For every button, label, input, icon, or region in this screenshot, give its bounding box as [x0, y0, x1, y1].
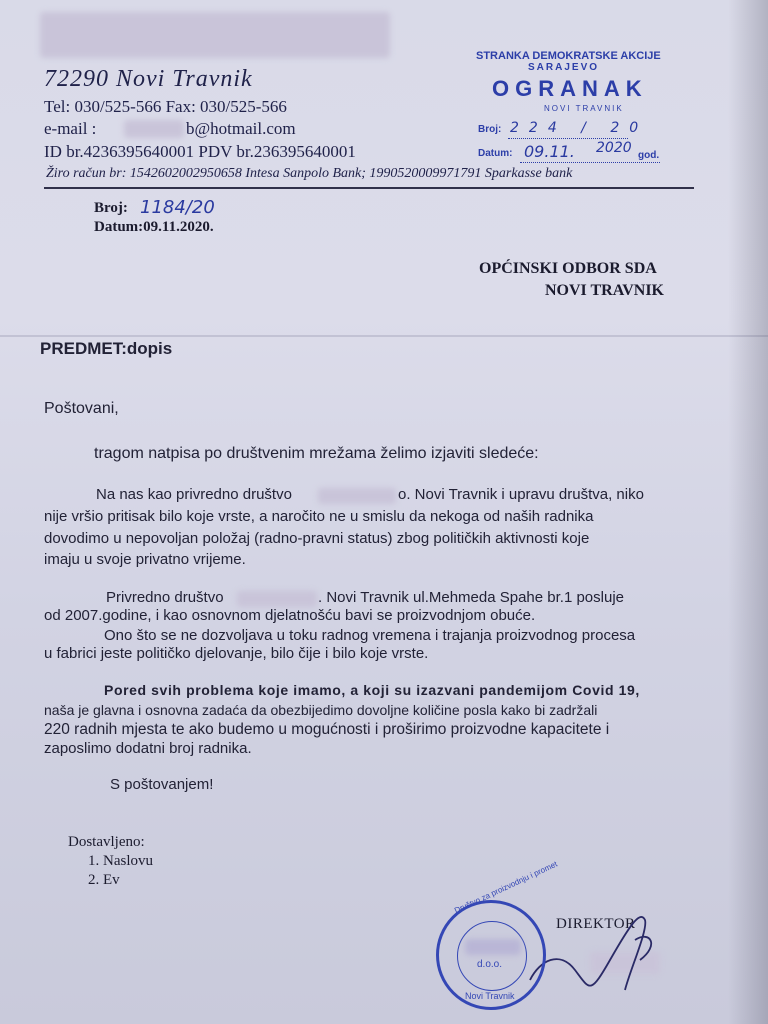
- stamp-broj-value: 224 / 20: [510, 120, 649, 136]
- round-stamp-bottom-text: Novi Travnik: [465, 991, 515, 1001]
- stamp-god-label: god.: [638, 150, 660, 161]
- header-email: b@hotmail.com: [186, 119, 296, 138]
- redacted-company-name: [40, 12, 390, 58]
- p1-line-1b: o. Novi Travnik i upravu društva, niko: [398, 486, 644, 503]
- stamp-ogranak: OGRANAK: [492, 76, 648, 101]
- header-divider: [44, 187, 694, 189]
- header-id-pdv: ID br.4236395640001 PDV br.236395640001: [44, 142, 356, 161]
- intro-line: tragom natpisa po društvenim mrežama želimo izjaviti sledeće:: [94, 445, 539, 462]
- p1-line-1a: Na nas kao privredno društvo: [96, 486, 292, 503]
- round-stamp-inner-ring: [457, 921, 527, 991]
- p2-line-2: od 2007.godine, i kao osnovnom djelatnošću bavi se proizvodnjom obuće.: [44, 607, 536, 624]
- ref-broj-label: Broj:: [94, 200, 128, 216]
- paper-edge-shadow: [728, 0, 768, 1024]
- recipient-line-2: NOVI TRAVNIK: [545, 282, 664, 299]
- greeting: Poštovani,: [44, 400, 119, 417]
- stamp-datum-dotted-line: [520, 162, 660, 164]
- p2-line-1b: . Novi Travnik ul.Mehmeda Spahe br.1 posluje: [318, 589, 624, 606]
- stamp-broj-dotted-line: [508, 138, 628, 140]
- distribution-item-1: 1. Naslovu: [88, 853, 153, 869]
- redacted-company-2: [237, 591, 317, 607]
- round-stamp-center-text: d.o.o.: [477, 959, 503, 970]
- p4-line-4: zaposlimo dodatni broj radnika.: [44, 740, 252, 757]
- p4-line-3: 220 radnih mjesta te ako budemo u mogućnosti i proširimo proizvodne kapacitete i: [44, 721, 610, 738]
- ref-datum: Datum:09.11.2020.: [94, 219, 214, 235]
- subject-line: PREDMET:dopis: [40, 339, 173, 358]
- stamp-datum-value: 09.11.: [524, 142, 575, 161]
- p1-line-3: dovodimo u nepovoljan položaj (radno-pravni status) zbog političkih aktivnosti koje: [44, 530, 590, 547]
- p2-line-1a: Privredno društvo: [106, 589, 224, 606]
- stamp-datum-year: 2020: [596, 140, 632, 156]
- stamp-datum-label: Datum:: [478, 148, 513, 159]
- redacted-stamp-company: [465, 939, 521, 955]
- header-bank-accounts: Žiro račun br: 1542602002950658 Intesa Sanpolo Bank; 1990520009971791 Sparkasse bank: [46, 166, 573, 181]
- ref-broj-value: 1184/20: [140, 197, 215, 218]
- redacted-company-1: [318, 488, 396, 504]
- closing: S poštovanjem!: [110, 776, 214, 793]
- header-city-line: 72290 Novi Travnik: [44, 66, 253, 92]
- stamp-party-name: STRANKA DEMOKRATSKE AKCIJE: [476, 50, 661, 62]
- p1-line-2: nije vršio pritisak bilo koje vrste, a naročito ne u smislu da nekoga od naših radnika: [44, 508, 594, 525]
- p3-line-2: u fabrici jeste političko djelovanje, bilo čije i bilo koje vrste.: [44, 645, 429, 662]
- party-stamp: [470, 50, 690, 170]
- p1-line-4: imaju u svoje privatno vrijeme.: [44, 551, 246, 568]
- distribution-item-2: 2. Ev: [88, 872, 120, 888]
- recipient-line-1: OPĆINSKI ODBOR SDA: [479, 260, 657, 277]
- redacted-email: [124, 120, 184, 138]
- round-stamp-ring-text: Društvo za proizvodnju i promet: [453, 859, 559, 916]
- stamp-broj-label: Broj:: [478, 124, 502, 135]
- stamp-branch-city: NOVI TRAVNIK: [544, 104, 624, 113]
- paper-fold-line: [0, 335, 768, 337]
- director-title: DIREKTOR: [556, 916, 636, 932]
- stamp-city: SARAJEVO: [528, 62, 600, 73]
- p3-line-1: Ono što se ne dozvoljava u toku radnog vremena i trajanja proizvodnog procesa: [104, 627, 636, 644]
- p4-line-1: Pored svih problema koje imamo, a koji su izazvani pandemijom Covid 19,: [104, 682, 640, 698]
- header-email-label: e-mail :: [44, 119, 97, 138]
- distribution-label: Dostavljeno:: [68, 834, 145, 850]
- p4-line-2: naša je glavna i osnovna zadaća da obezbijedimo dovoljne količine posla kako bi zadržali: [44, 702, 598, 718]
- company-round-stamp: [436, 859, 559, 1010]
- header-tel-fax: Tel: 030/525-566 Fax: 030/525-566: [44, 97, 287, 116]
